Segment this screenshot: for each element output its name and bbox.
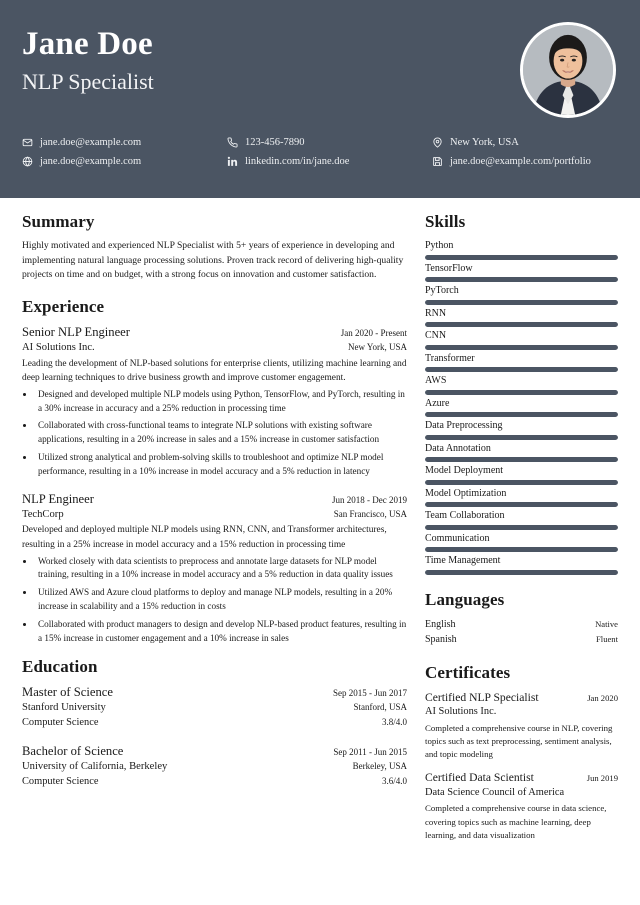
skill-item [425,307,618,328]
skill-bar-track [425,457,618,462]
education-item [22,684,407,730]
education-field-row [22,716,407,731]
certificate-item [425,690,618,762]
contact-linkedin-text: linkedin.com/in/jane.doe [245,155,350,167]
education-degree: Bachelor of Science [22,743,124,758]
skill-bar-track [425,412,618,417]
skill-bar-fill [425,367,618,372]
skill-bar-track [425,435,618,440]
section-heading-skills: Skills [425,212,466,231]
resume-body [0,198,640,905]
section-heading-summary: Summary [22,212,95,231]
list-item: • Collaborated with cross-functional teams to integrate NLP solutions with existing software applications, resulting in a 20% increase in sales and a 15% increase in customer satisfaction [35,419,407,447]
linkedin-icon [227,156,238,167]
skill-bar-fill [425,457,618,462]
portfolio-icon [432,156,443,167]
skill-name: TensorFlow [425,262,473,274]
contact-phone[interactable] [227,136,432,150]
language-name: Spanish [425,634,457,645]
skill-name: RNN [425,307,447,319]
location-icon [432,137,443,148]
education-location: Stanford, USA [353,702,407,713]
experience-item [22,324,407,479]
experience-bullet-list [35,388,407,479]
education-school-row [22,760,407,775]
education-field-row [22,775,407,790]
website-icon [22,156,33,167]
phone-icon [227,137,238,148]
skill-bar-track [425,480,618,485]
skill-item [425,239,618,260]
section-heading-languages: Languages [425,589,505,609]
skill-bar-track [425,390,618,395]
list-item: • Utilized AWS and Azure cloud platforms to deploy and manage NLP models, resulting in a 20% increase in scalability and a 15% reduction in costs [35,586,407,614]
job-title: NLP Specialist [22,68,154,94]
skill-bar-fill [425,570,618,575]
skills-list [425,239,618,575]
education-item [22,743,407,789]
contact-portfolio-text: jane.doe@example.com/portfolio [450,155,591,167]
experience-company-row [22,508,407,523]
skill-bar-fill [425,525,618,530]
experience-company-row [22,341,407,356]
list-item: • Designed and developed multiple NLP models using Python, TensorFlow, and PyTorch, resulting in a 30% increase in accuracy and a 25% reduction in processing time [35,388,407,416]
contact-location-text: New York, USA [450,137,519,148]
skill-bar-fill [425,502,618,507]
skill-bar-fill [425,322,618,327]
skill-bar-track [425,322,618,327]
profile-photo [523,25,613,115]
skill-name: CNN [425,330,447,341]
skill-bar-track [425,277,618,282]
skill-item [425,532,618,553]
contact-list [22,136,618,168]
education-degree-row [22,743,407,760]
skill-bar-track [425,345,618,350]
certificate-head [425,690,618,706]
skill-name: Data Preprocessing [425,420,503,431]
certificate-date: Jan 2020 [587,692,618,703]
education-school: University of California, Berkeley [22,760,168,772]
experience-location: New York, USA [347,341,407,352]
education-date: Sep 2015 - Jun 2017 [333,688,407,699]
skill-bar-fill [425,390,618,395]
education-gpa: 3.6/4.0 [381,775,407,786]
certificate-item [425,770,618,842]
education-field: Computer Science [22,775,99,787]
skill-bar-track [425,570,618,575]
contact-portfolio[interactable] [432,155,618,169]
page-title: Jane Doe [22,26,153,62]
skill-bar-fill [425,345,618,350]
certificate-name: Certified Data Scientist [425,771,534,785]
skill-bar-fill [425,480,618,485]
education-gpa: 3.8/4.0 [381,717,407,728]
contact-website[interactable] [22,155,227,169]
skill-bar-track [425,255,618,260]
contact-linkedin[interactable] [227,155,432,169]
skill-name: Azure [425,397,450,409]
skill-item [425,329,618,350]
contact-location [432,136,618,150]
skill-name: AWS [425,375,447,386]
skill-name: Model Deployment [425,465,504,476]
list-item: • Utilized strong analytical and problem-solving skills to troubleshoot and optimize NLP model performance, resulting in a 10% increase in model accuracy and a 5% reduction in latency [35,451,407,479]
skill-name: Model Optimization [425,487,507,499]
certificate-issuer: AI Solutions Inc. [425,706,497,718]
main-column [22,212,407,905]
skill-item [425,442,618,463]
experience-description: Leading the development of NLP-based solutions for enterprise clients, utilizing machine learning and deep learning techniques to drive business growth and improve customer engagement. [22,358,407,383]
experience-job-title: NLP Engineer [22,491,94,506]
skill-item [425,487,618,508]
contact-phone-text: 123-456-7890 [245,137,305,148]
education-location: Berkeley, USA [352,760,407,771]
avatar [520,22,616,118]
section-heading-experience: Experience [22,296,105,316]
experience-location: San Francisco, USA [333,508,407,519]
skill-item [425,352,618,373]
skill-item [425,509,618,530]
experience-description: Developed and deployed multiple NLP models using RNN, CNN, and Transformer architectures, resulting in a 25% increase in model accuracy and a 15% reduction in processing time [22,525,387,550]
list-item: • Collaborated with product managers to design and develop NLP-based product features, resulting in a 15% increase in customer engagement and a 10% increase in sales [35,618,407,646]
section-heading-education: Education [22,657,98,677]
skill-bar-track [425,367,618,372]
skill-item [425,374,618,395]
certificate-name: Certified NLP Specialist [425,690,539,704]
education-field: Computer Science [22,717,99,729]
skill-bar-track [425,502,618,507]
education-date: Sep 2011 - Jun 2015 [333,746,407,757]
language-level: Native [595,618,618,629]
contact-email[interactable] [22,136,227,150]
certificate-description: Completed a comprehensive course in data science, covering topics such as machine learning, deep learning, and data visualization [425,803,607,840]
education-degree-row [22,684,407,701]
skill-bar-fill [425,435,618,440]
language-item [425,617,618,633]
experience-job-title: Senior NLP Engineer [22,324,130,339]
skill-item [425,419,618,440]
contact-website-text: jane.doe@example.com [40,155,142,167]
skill-name: Team Collaboration [425,510,505,521]
experience-company: TechCorp [22,508,64,520]
certificate-head [425,770,618,786]
experience-date: Jun 2018 - Dec 2019 [332,494,407,505]
experience-company: AI Solutions Inc. [22,341,95,353]
experience-date: Jan 2020 - Present [340,327,407,338]
side-column [425,212,618,905]
skill-bar-track [425,525,618,530]
experience-bullet-list [35,555,407,646]
education-school-row [22,701,407,716]
skill-item [425,397,618,418]
skill-name: PyTorch [425,285,459,296]
certificate-issuer: Data Science Council of America [425,786,565,798]
skill-item [425,464,618,485]
summary-text: Highly motivated and experienced NLP Specialist with 5+ years of experience in developing and implementing natural language processing solutions. Proven track record of delivering high-quality projects on time and on budget, with a strong focus on innovation and customer satisfaction. [22,240,404,281]
skill-bar-fill [425,255,618,260]
skill-bar-fill [425,547,618,552]
skill-bar-fill [425,277,618,282]
skill-item [425,554,618,575]
skill-bar-track [425,547,618,552]
email-icon [22,137,33,148]
language-item [425,632,618,648]
resume-header [0,0,640,198]
skill-name: Time Management [425,555,501,566]
section-heading-certificates: Certificates [425,662,511,682]
skill-bar-fill [425,300,618,305]
experience-title-row [22,324,407,341]
skill-bar-fill [425,412,618,417]
education-school: Stanford University [22,702,106,714]
language-name: English [425,618,456,630]
skill-item [425,284,618,305]
language-level: Fluent [596,634,618,644]
skill-item [425,262,618,283]
list-item: • Worked closely with data scientists to preprocess and annotate large datasets for NLP model training, resulting in a 10% increase in model accuracy and a 5% reduction in data quality issues [35,555,407,583]
skill-name: Communication [425,532,490,544]
skill-bar-track [425,300,618,305]
experience-item [22,491,407,646]
experience-title-row [22,491,407,508]
certificate-description: Completed a comprehensive course in NLP, covering topics such as text preprocessing, sentiment analysis, and topic modeling [425,722,613,760]
skill-name: Python [425,240,454,251]
contact-email-text: jane.doe@example.com [40,137,142,148]
education-degree: Master of Science [22,685,113,700]
skill-name: Transformer [425,352,475,364]
skill-name: Data Annotation [425,442,491,454]
certificate-date: Jun 2019 [586,773,618,784]
